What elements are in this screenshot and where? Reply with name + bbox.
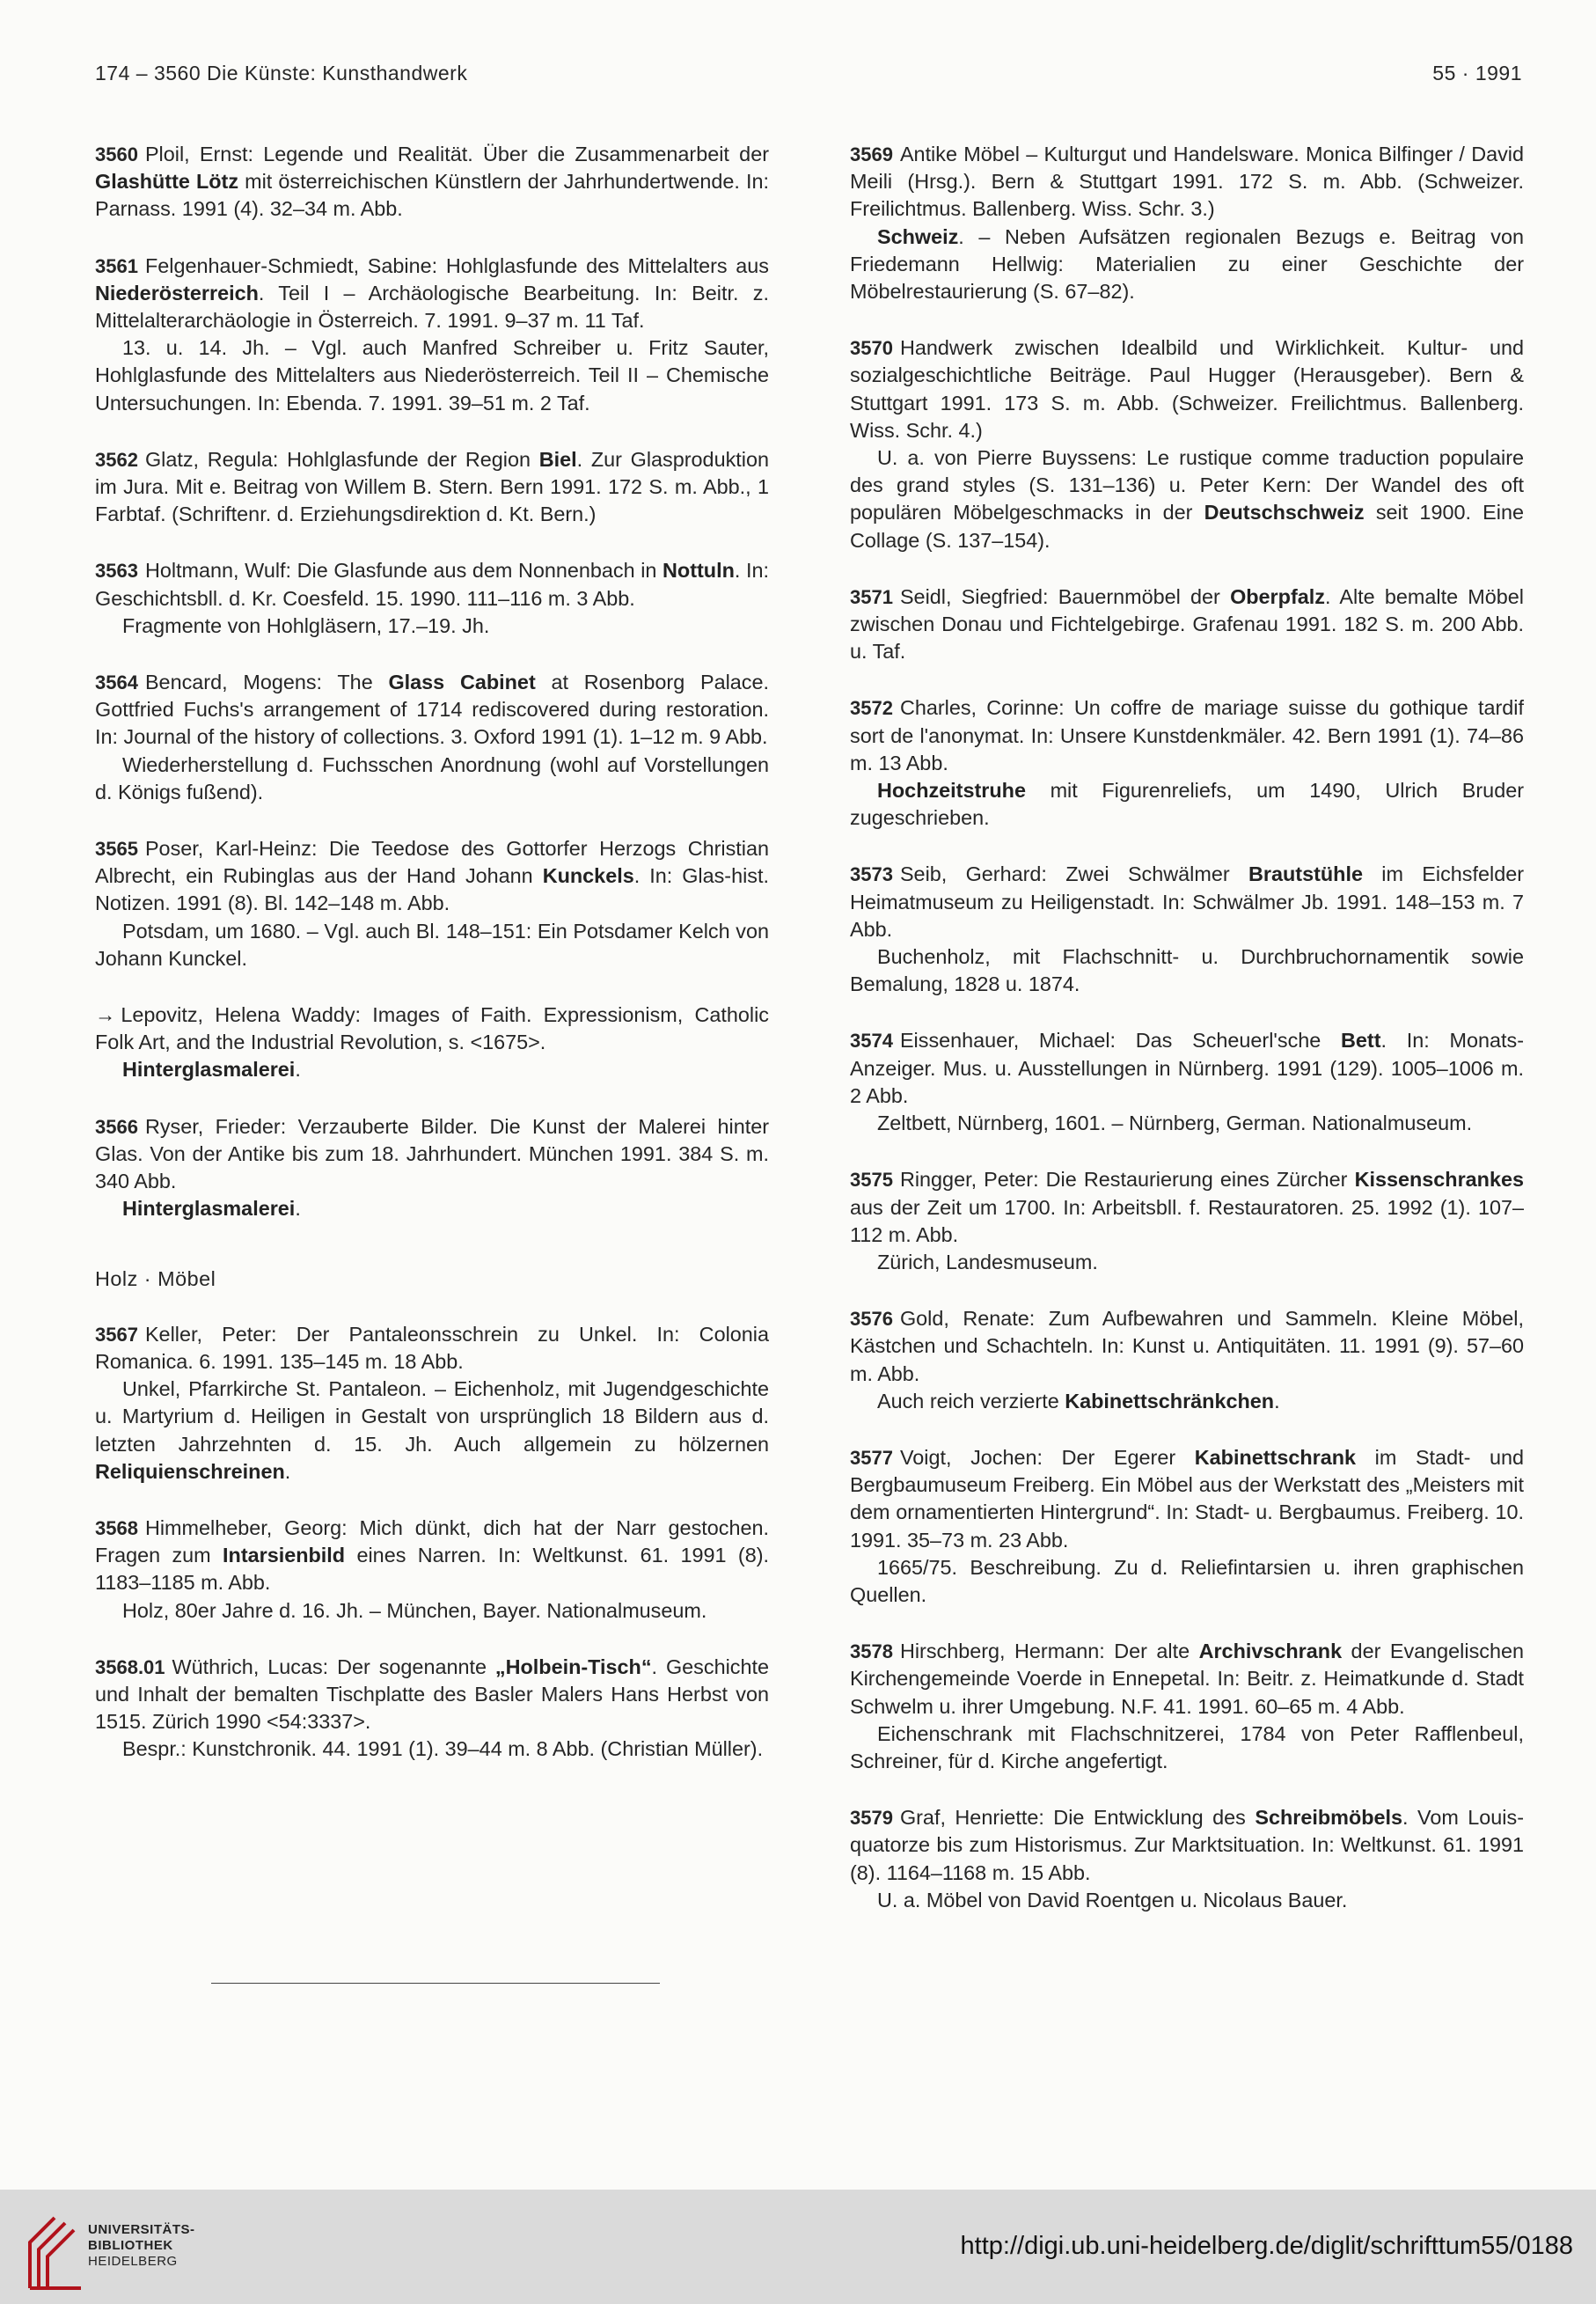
entry-text: mit österreichischen Künstlern der Jahrhundertwende. In: Parnass. 1991 (4). 32–34 m. Abb.: [95, 170, 769, 221]
keyword: Niederösterreich: [95, 281, 259, 305]
keyword: Kabinettschrank: [1194, 1445, 1357, 1469]
entry-number: 3577: [850, 1446, 893, 1469]
entry-note: Fragmente von Hohlgläsern, 17.–19. Jh.: [122, 613, 490, 637]
entry-3560: [95, 141, 769, 224]
entry-number: 3562: [95, 448, 138, 471]
entry-note: mit Figurenreliefs, um 1490, Ulrich Bruder zugeschrieben.: [850, 779, 1524, 830]
entry-text: . In: Glas-hist. Notizen. 1991 (8). Bl. 142–148 m. Abb.: [95, 864, 769, 915]
entry-text: Antike Möbel – Kulturgut und Handelsware. Monica Bilfinger / David Meili (Hrsg.). Bern & Stuttgart 1991. 172 S. m. Abb. (Schweizer. Freilichtmus. Ballenberg. Wiss. Schr. 3.): [850, 143, 1524, 221]
keyword: Brautstühle: [1248, 862, 1363, 886]
entry-3567: [95, 1321, 769, 1486]
keyword: Kunckels: [542, 864, 634, 888]
keyword: Deutschschweiz: [1204, 501, 1365, 525]
entry-text: Voigt, Jochen: Der Egerer: [899, 1445, 1195, 1469]
keyword: Archivschrank: [1198, 1640, 1343, 1663]
volume-year: 55 · 1991: [1432, 62, 1522, 84]
library-name-line: BIBLIOTHEK: [88, 2238, 173, 2253]
entry-3573: [850, 861, 1524, 998]
entry-3569: [850, 141, 1524, 305]
entry-note: 13. u. 14. Jh. – Vgl. auch Manfred Schreiber u. Fritz Sauter, Hohlglasfunde des Mittelalters aus Niederösterreich. Teil II – Chemische Untersuchungen. In: Ebenda. 7. 1991. 39–51 m. 2 Taf.: [95, 336, 769, 415]
punctuation: .: [295, 1058, 301, 1082]
running-title: 174 – 3560 Die Künste: Kunsthandwerk: [95, 62, 468, 84]
keyword: Hochzeitstruhe: [877, 779, 1026, 803]
entry-text: Ploil, Ernst: Legende und Realität. Über die Zusammenarbeit der: [144, 143, 769, 165]
entry-number: 3572: [850, 697, 893, 720]
entry-3572: [850, 694, 1524, 832]
entry-note: U. a. Möbel von David Roentgen u. Nicolaus Bauer.: [877, 1888, 1348, 1911]
section-heading: Holz · Möbel: [95, 1266, 216, 1290]
entry-text: Keller, Peter: Der Pantaleonsschrein zu Unkel. In: Colonia Romanica. 6. 1991. 135–145 m. 18 Abb.: [95, 1322, 769, 1373]
entry-note: . – Neben Aufsätzen regionalen Bezugs e. Beitrag von Friedemann Hellwig: Materialien zu einer Geschichte der Möbelrestaurierung (S. 67–82).: [850, 224, 1524, 304]
entry-text: Ryser, Frieder: Verzauberte Bilder. Die Kunst der Malerei hinter Glas. Von der Antike bis zum 18. Jahrhundert. München 1991. 384 S. m. 340 Abb.: [95, 1114, 769, 1193]
entry-text: Gold, Renate: Zum Aufbewahren und Sammeln. Kleine Möbel, Kästchen und Schachteln. In: Kunst u. Antiquitäten. 11. 1991 (9). 57–60 m. Abb.: [850, 1307, 1524, 1385]
page-header: [95, 62, 1522, 97]
entry-number: 3560: [95, 143, 138, 165]
end-rule: [211, 1983, 660, 1984]
entry-note: Buchenholz, mit Flachschnitt- u. Durchbruchornamentik sowie Bemalung, 1828 u. 1874.: [850, 945, 1524, 996]
entry-number: 3567: [95, 1323, 138, 1346]
library-name-line: UNIVERSITÄTS-: [88, 2222, 195, 2237]
entry-text: . In: Monats-Anzeiger. Mus. u. Ausstellungen in Nürnberg. 1991 (129). 1005–1006 m. 2 Abb.: [850, 1029, 1524, 1107]
entry-text: . Alte bemalte Möbel zwischen Donau und Fichtelgebirge. Grafenau 1991. 182 S. m. 200 Abb. u. Taf.: [850, 584, 1524, 664]
entry-text: Glatz, Regula: Hohlglasfunde der Region: [144, 447, 539, 471]
punctuation: .: [284, 1459, 291, 1483]
entry-note: seit 1900. Eine Collage (S. 137–154).: [850, 501, 1524, 552]
entry-number: 3578: [850, 1640, 893, 1663]
source-url[interactable]: http://digi.ub.uni-heidelberg.de/diglit/schrifttum55/0188: [960, 2232, 1573, 2260]
entry-text: Wüthrich, Lucas: Der sogenannte: [172, 1655, 495, 1678]
keyword: Kissenschrankes: [1354, 1168, 1524, 1192]
entry-note: Unkel, Pfarrkirche St. Pantaleon. – Eichenholz, mit Jugendgeschichte u. Martyrium d. Heiligen in Gestalt von ursprünglich 18 Bildern aus d. letzten Jahrzehnten d. 15. Jh. Auch allgemein zu hölzernen: [95, 1377, 769, 1456]
entry-note: Zürich, Landesmuseum.: [877, 1250, 1098, 1273]
keyword: Hinterglasmalerei: [122, 1197, 296, 1221]
keyword: Oberpfalz: [1230, 584, 1325, 608]
entry-3576: [850, 1305, 1524, 1415]
entry-text: Handwerk zwischen Idealbild und Wirklichkeit. Kultur- und sozialgeschichtliche Beiträge. Paul Hugger (Herausgeber). Bern & Stuttgart 1991. 173 S. m. Abb. (Schweizer. Freilichtmus. Ballenberg. Wiss. Schr. 4.): [850, 336, 1524, 442]
library-name: [88, 2222, 195, 2270]
entry-3568-01: [95, 1654, 769, 1764]
keyword: Nottuln: [663, 559, 735, 583]
footer-bar: [0, 2190, 1596, 2304]
entry-3568: [95, 1515, 769, 1625]
entry-note: Potsdam, um 1680. – Vgl. auch Bl. 148–151: Ein Potsdamer Kelch von Johann Kunckel.: [95, 919, 769, 970]
entry-text: Ringger, Peter: Die Restaurierung eines Zürcher: [899, 1168, 1355, 1192]
keyword: Biel: [538, 447, 577, 471]
entry-3570: [850, 334, 1524, 554]
entry-note: U. a. von Pierre Buyssens: Le rustique comme traduction populaire des grand styles (S. 131–136) u. Peter Kern: Der Wandel des oft populären Möbelgeschmacks in der: [850, 446, 1524, 525]
entry-text: im Stadt- und Bergbaumuseum Freiberg. Ein Möbel aus der Werkstatt des „Meisters mit dem ornamentierten Hintergrund“. In: Stadt- u. Bergbaumus. Freiberg. 10. 1991. 35–73 m. 23 Abb.: [850, 1445, 1525, 1552]
entry-number: 3565: [95, 838, 138, 861]
entry-text: . In: Geschichtsbll. d. Kr. Coesfeld. 15. 1990. 111–116 m. 3 Abb.: [95, 559, 769, 610]
keyword: Reliquienschreinen: [95, 1459, 285, 1483]
entry-note: Holz, 80er Jahre d. 16. Jh. – München, Bayer. Nationalmuseum.: [122, 1598, 707, 1622]
entry-text: eines Narren. In: Weltkunst. 61. 1991 (8). 1183–1185 m. Abb.: [95, 1544, 769, 1595]
entry-number: 3564: [95, 671, 138, 694]
entry-text: Felgenhauer-Schmiedt, Sabine: Hohlglasfunde des Mittelalters aus: [144, 253, 769, 277]
entry-number: 3566: [95, 1115, 138, 1138]
entry-text: Seib, Gerhard: Zwei Schwälmer: [899, 862, 1248, 886]
entry-number: 3569: [850, 143, 893, 165]
keyword: Schweiz: [877, 224, 959, 248]
entry-note: Auch reich verzierte: [877, 1389, 1065, 1412]
entry-3577: [850, 1444, 1524, 1609]
entry-3563: [95, 557, 769, 640]
entry-text: aus der Zeit um 1700. In: Arbeitsbll. f. Restauratoren. 25. 1992 (1). 107–112 m. Abb.: [850, 1195, 1524, 1246]
keyword: Glashütte Lötz: [95, 170, 239, 194]
entry-number: 3575: [850, 1169, 893, 1192]
entry-text: at Rosenborg Palace. Gottfried Fuchs's arrangement of 1714 rediscovered during restoration. In: Journal of the history of collections. 3. Oxford 1991 (1). 1–12 m. 9 Abb.: [95, 671, 769, 749]
entry-3561: [95, 253, 769, 417]
entry-text: Charles, Corinne: Un coffre de mariage suisse du gothique tardif sort de l'anonymat. In: Unsere Kunstdenkmäler. 42. Bern 1991 (1). 74–86 m. 13 Abb.: [850, 696, 1524, 774]
keyword: Hinterglasmalerei: [122, 1058, 296, 1082]
entry-note: Eichenschrank mit Flachschnitzerei, 1784 von Peter Rafflenbeul, Schreiner, für d. Kirche angefertigt.: [850, 1721, 1524, 1772]
entry-text: Lepovitz, Helena Waddy: Images of Faith. Expressionism, Catholic Folk Art, and the Industrial Revolution, s. <1675>.: [95, 1003, 769, 1054]
left-column: [95, 141, 769, 1793]
entry-3571: [850, 583, 1524, 666]
punctuation: .: [295, 1197, 301, 1221]
keyword: Intarsienbild: [223, 1544, 346, 1567]
keyword: Glass Cabinet: [388, 671, 536, 694]
entry-text: Bencard, Mogens: The: [144, 671, 389, 694]
entry-number: 3570: [850, 337, 893, 360]
cross-reference: [95, 1002, 769, 1084]
entry-text: Seidl, Siegfried: Bauernmöbel der: [899, 584, 1231, 608]
keyword: Bett: [1341, 1029, 1381, 1053]
entry-text: Eissenhauer, Michael: Das Scheuerl'sche: [899, 1029, 1342, 1053]
entry-number: 3574: [850, 1030, 893, 1053]
entry-3566: [95, 1113, 769, 1223]
entry-3562: [95, 446, 769, 529]
entry-number: 3576: [850, 1308, 893, 1331]
entry-text: im Eichsfelder Heimatmuseum zu Heiligenstadt. In: Schwälmer Jb. 1991. 148–153 m. 7 Abb.: [850, 862, 1525, 941]
entry-text: Himmelheber, Georg: Mich dünkt, dich hat der Narr gestochen. Fragen zum: [95, 1515, 769, 1567]
keyword: Kabinettschränkchen: [1065, 1389, 1275, 1412]
entry-number: 3568: [95, 1516, 138, 1539]
entry-text: . Geschichte und Inhalt der bemalten Tischplatte des Basler Malers Hans Herbst von 1515. Zürich 1990 <54:3337>.: [95, 1655, 769, 1734]
entry-text: der Evangelischen Kirchengemeinde Voerde in Ennepetal. In: Beitr. z. Heimatkunde d. Stadt Schwelm u. ihrer Umgebung. N.F. 41. 1991. 60–65 m. 4 Abb.: [850, 1640, 1524, 1718]
entry-text: Holtmann, Wulf: Die Glasfunde aus dem Nonnenbach in: [144, 559, 663, 583]
entry-3579: [850, 1804, 1524, 1914]
punctuation: .: [1274, 1389, 1280, 1412]
entry-note: Zeltbett, Nürnberg, 1601. – Nürnberg, German. Nationalmuseum.: [877, 1112, 1473, 1135]
entry-number: 3568.01: [95, 1655, 165, 1678]
entry-text: Graf, Henriette: Die Entwicklung des: [899, 1806, 1256, 1830]
arrow-icon: →: [95, 1003, 116, 1027]
entry-note: 1665/75. Beschreibung. Zu d. Reliefintarsien u. ihren graphischen Quellen.: [850, 1555, 1524, 1606]
entry-3574: [850, 1027, 1524, 1137]
keyword: „Holbein-Tisch“: [494, 1655, 652, 1678]
entry-3565: [95, 835, 769, 972]
entry-text: . Vom Louis-quatorze bis zum Historismus. Zur Marktsituation. In: Weltkunst. 61. 1991 (8). 1164–1168 m. 15 Abb.: [850, 1806, 1524, 1884]
entry-number: 3579: [850, 1807, 893, 1830]
entry-text: . Teil I – Archäologische Bearbeitung. In: Beitr. z. Mittelalterarchäologie in Österreich. 7. 1991. 9–37 m. 11 Taf.: [95, 281, 769, 333]
entry-number: 3571: [850, 585, 893, 608]
entry-text: . Zur Glasproduktion im Jura. Mit e. Beitrag von Willem B. Stern. Bern 1991. 172 S. m. Abb., 1 Farbtaf. (Schriftenr. d. Erziehungsdirektion d. Kt. Bern.): [95, 447, 769, 526]
entry-note: Bespr.: Kunstchronik. 44. 1991 (1). 39–44 m. 8 Abb. (Christian Müller).: [122, 1737, 764, 1761]
entry-3564: [95, 669, 769, 806]
keyword: Schreibmöbels: [1255, 1806, 1403, 1830]
entry-note: Wiederherstellung d. Fuchsschen Anordnung (wohl auf Vorstellungen d. Königs fußend).: [95, 752, 769, 803]
library-name-line: HEIDELBERG: [88, 2254, 178, 2269]
entry-number: 3563: [95, 560, 138, 583]
entry-3578: [850, 1638, 1524, 1775]
entry-3575: [850, 1166, 1524, 1276]
entry-number: 3573: [850, 863, 893, 886]
entry-text: Hirschberg, Hermann: Der alte: [899, 1640, 1199, 1663]
right-column: [850, 141, 1524, 1943]
entry-text: Poser, Karl-Heinz: Die Teedose des Gottorfer Herzogs Christian Albrecht, ein Rubinglas aus der Hand Johann: [95, 837, 769, 888]
entry-number: 3561: [95, 254, 138, 277]
